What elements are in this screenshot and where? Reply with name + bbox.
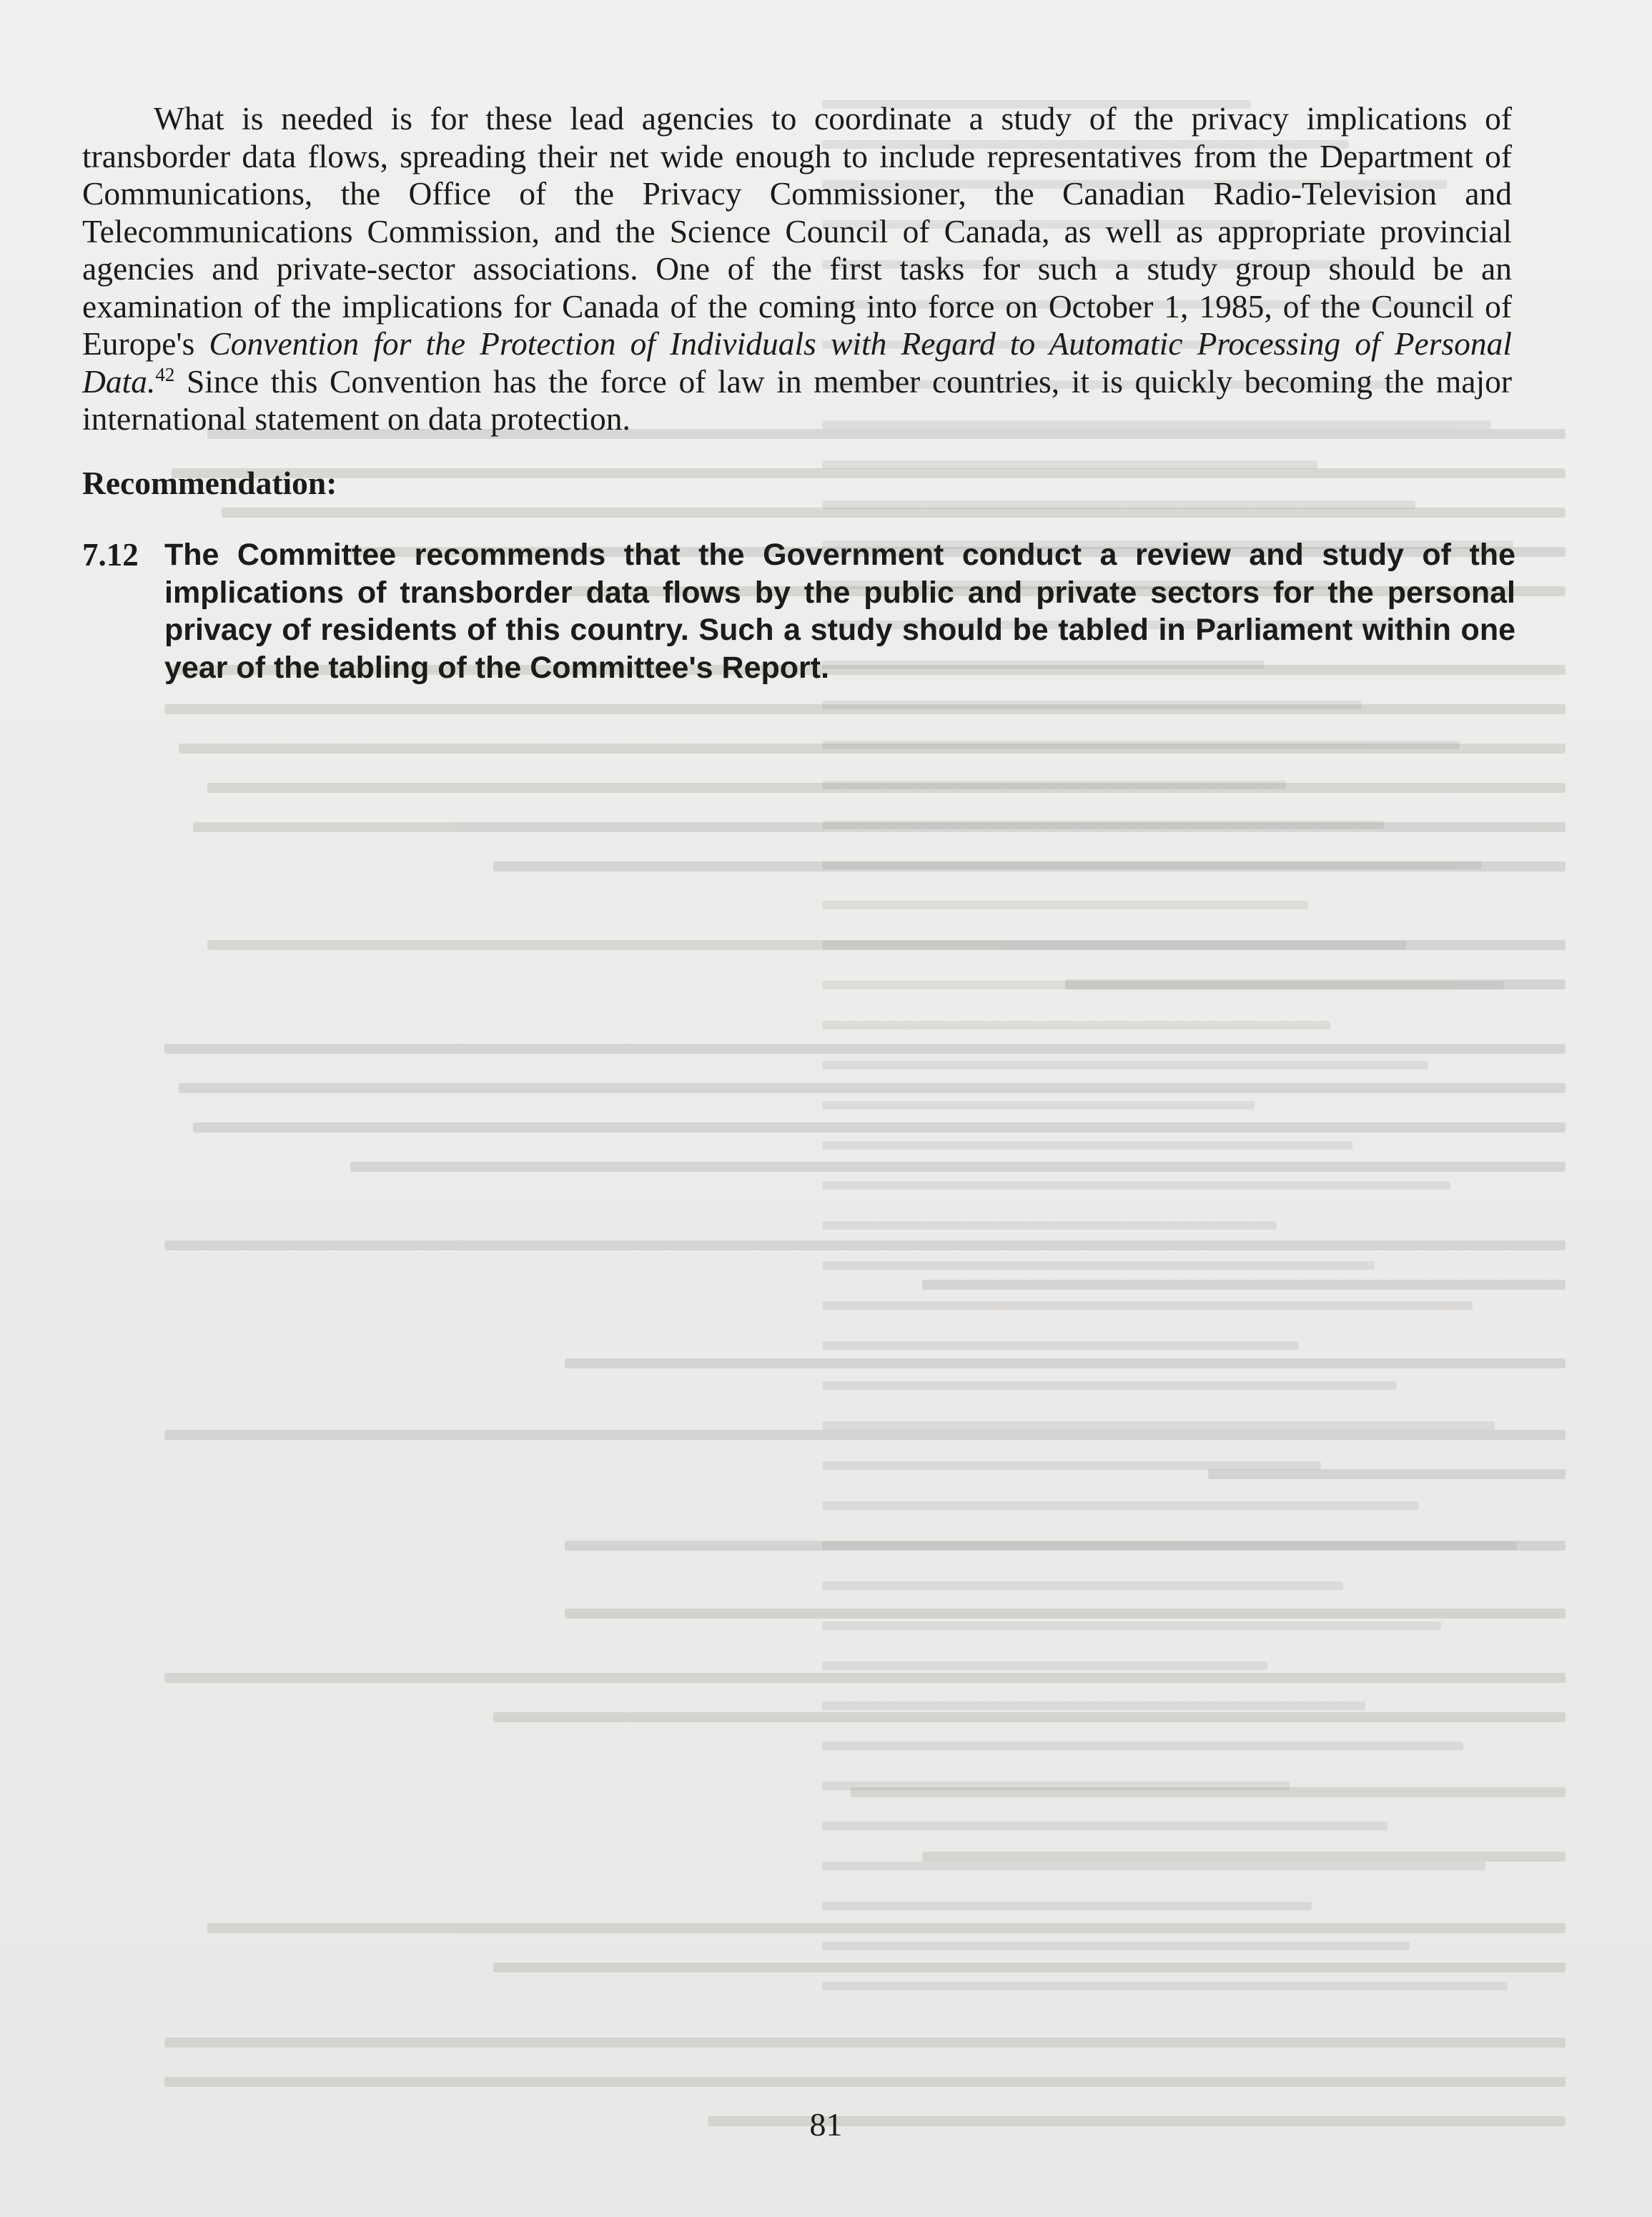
bleed-line xyxy=(179,744,1566,754)
bleed-line xyxy=(207,1923,1566,1933)
bleed-line xyxy=(822,1621,1441,1630)
bleed-line xyxy=(822,821,1384,829)
bleed-line xyxy=(207,783,1566,793)
bleed-line xyxy=(493,1962,1566,1972)
page-number: 81 xyxy=(809,2106,843,2143)
bleed-line xyxy=(822,701,1362,709)
recommendation-heading: Recommendation: xyxy=(82,465,337,501)
bleed-line xyxy=(822,941,1406,949)
bleed-line xyxy=(822,1181,1450,1190)
bleed-line xyxy=(851,1787,1566,1797)
bleed-line xyxy=(822,1742,1463,1750)
bleed-line xyxy=(164,704,1566,714)
bleed-line xyxy=(822,1141,1352,1150)
bleed-line xyxy=(822,500,1415,509)
bleed-line xyxy=(1208,1469,1566,1479)
bleed-line xyxy=(565,1358,1566,1368)
bleed-line xyxy=(822,1381,1397,1390)
bleed-line xyxy=(179,1083,1566,1093)
footnote-reference: 42 xyxy=(155,363,175,385)
bleed-line xyxy=(822,981,1504,989)
bleed-line xyxy=(164,1044,1566,1054)
bleed-line xyxy=(822,1101,1255,1110)
bleed-line xyxy=(822,781,1286,789)
bleed-line xyxy=(193,1122,1566,1132)
bleed-line xyxy=(207,940,1566,950)
bleed-line xyxy=(822,901,1308,909)
bleed-line xyxy=(822,1501,1419,1510)
bleed-line xyxy=(164,1430,1566,1440)
bleed-line xyxy=(822,1982,1508,1990)
bleed-line xyxy=(822,1341,1299,1350)
body-paragraph xyxy=(82,100,1512,438)
bleed-line xyxy=(822,1301,1473,1310)
bleed-line xyxy=(350,1162,1566,1172)
bleed-line xyxy=(822,1221,1277,1230)
bleed-line xyxy=(222,508,1566,518)
body-paragraph-text-end: Since this Convention has the force of law in member countries, it is quickly becoming the major international statement on data protection. xyxy=(82,362,1512,437)
bleed-line xyxy=(164,1240,1566,1250)
bleed-line xyxy=(822,1021,1330,1030)
body-paragraph-text: What is needed is for these lead agencies to coordinate a study of the privacy implications of transborder data flows, spreading their net wide enough to include representatives from the Department of Communications, the Office of the Privacy Commissioner, the Canadian Radio-Television and Telecommunications Commission, and the Science Council of Canada, as well as appropriate provincial agencies and private-sector associations. One of the first tasks for such a study group should be an examination of the implications for Canada of the coming into force on October 1, 1985, of the Council of Europe's xyxy=(82,100,1512,362)
bleed-line xyxy=(822,1902,1312,1910)
bleed-line xyxy=(193,822,1566,832)
bleed-line xyxy=(822,1581,1343,1590)
bleed-line xyxy=(822,861,1482,869)
bleed-line xyxy=(822,1421,1495,1430)
bleed-line xyxy=(822,1661,1267,1670)
bleed-line xyxy=(922,1280,1566,1290)
bleed-line xyxy=(822,1702,1365,1710)
bleed-line xyxy=(822,1541,1517,1550)
bleed-line xyxy=(822,1942,1410,1950)
bleed-line xyxy=(1065,979,1566,989)
bleed-line xyxy=(493,861,1566,872)
bleed-line xyxy=(822,1461,1321,1470)
recommendation-number: 7.12 xyxy=(82,537,139,573)
bleed-line xyxy=(822,1822,1388,1830)
bleed-line xyxy=(565,1541,1566,1551)
bleed-line xyxy=(565,1609,1566,1619)
bleed-line xyxy=(164,2077,1566,2087)
bleed-line xyxy=(493,1712,1566,1722)
bleed-line xyxy=(172,468,1566,478)
bleed-line xyxy=(822,1061,1428,1070)
bleed-line xyxy=(164,2038,1566,2048)
bleed-line xyxy=(164,1673,1566,1683)
recommendation-text: The Committee recommends that the Government conduct a review and study of the implications of transborder data flows by the public and private sectors for the personal privacy of residents of this country. Such a study should be tabled in Parliament within one year of the tabling of the Committee's Report. xyxy=(164,538,1515,685)
bleed-line xyxy=(822,460,1317,469)
bleed-line xyxy=(822,1782,1290,1790)
bleed-line xyxy=(822,1862,1485,1870)
bleed-line xyxy=(822,741,1460,749)
convention-title: Convention for the Protection of Individuals with Regard to Automatic Processing of Personal Data. xyxy=(82,325,1513,400)
bleed-line xyxy=(822,1261,1375,1270)
bleed-line xyxy=(922,1852,1566,1862)
